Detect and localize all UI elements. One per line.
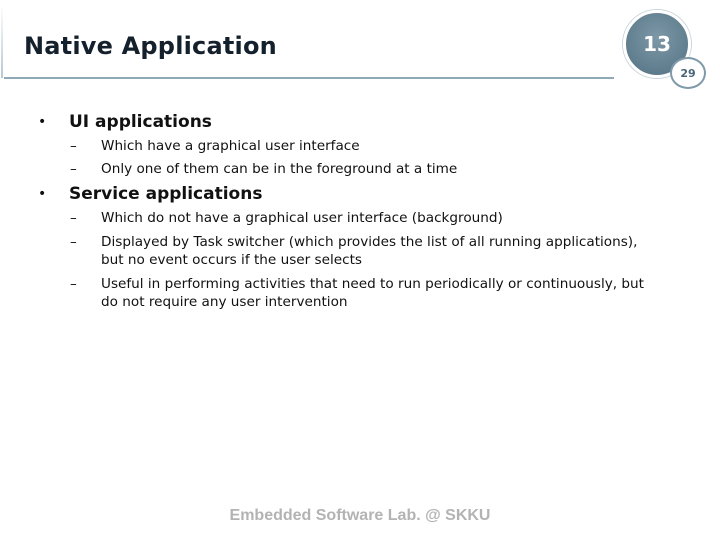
decorative-corner-line: [1, 5, 3, 78]
page-number-badge: 29: [670, 57, 706, 89]
dash-glyph: –: [70, 210, 77, 226]
sub-bullet-text: Only one of them can be in the foreground at a time: [101, 161, 458, 177]
sub-bullet-text: do not require any user intervention: [101, 294, 348, 310]
title-underline: [4, 77, 614, 79]
bullet-glyph: •: [38, 114, 47, 130]
dash-glyph: –: [70, 234, 77, 250]
sub-bullet-text: but no event occurs if the user selects: [101, 252, 363, 268]
dash-glyph: –: [70, 161, 77, 177]
dash-glyph: –: [70, 138, 77, 154]
sub-bullet-text: Which have a graphical user interface: [101, 138, 360, 154]
slide-number-badge: 13: [623, 10, 691, 78]
bullet-heading: UI applications: [69, 112, 212, 132]
sub-bullet-text: Which do not have a graphical user interface (background): [101, 210, 503, 226]
sub-bullet-text: Displayed by Task switcher (which provides the list of all running applications),: [101, 234, 638, 250]
slide-footer: Embedded Software Lab. @ SKKU: [229, 507, 491, 524]
sub-bullet-text: Useful in performing activities that need to run periodically or continuously, but: [101, 276, 644, 292]
dash-glyph: –: [70, 276, 77, 292]
bullet-heading: Service applications: [69, 184, 263, 204]
slide-title: Native Application: [24, 32, 277, 60]
bullet-glyph: •: [38, 186, 47, 202]
